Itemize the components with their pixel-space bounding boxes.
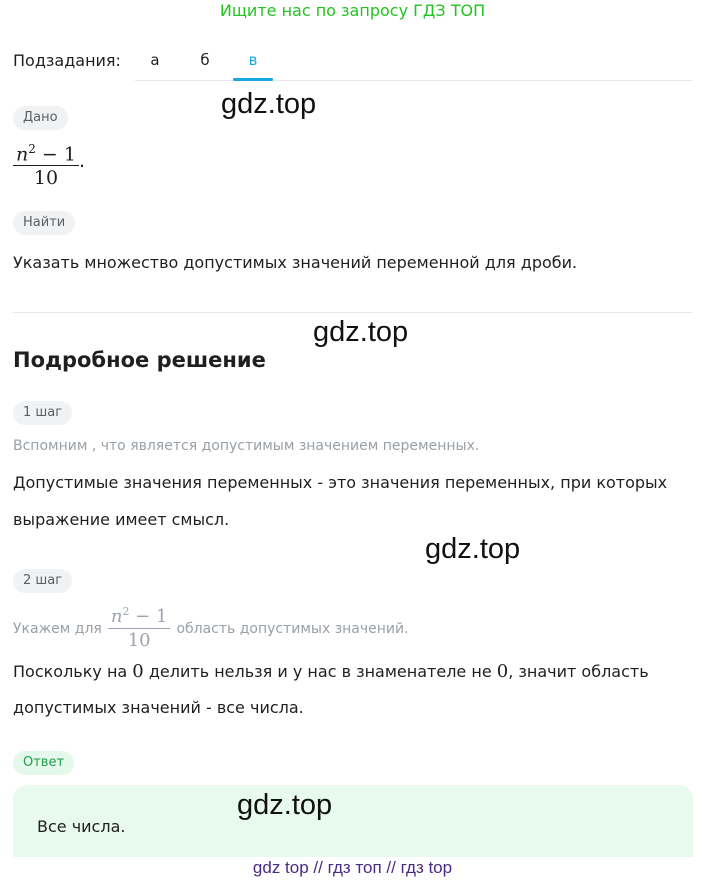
- tabs-divider: [135, 80, 692, 81]
- given-trailing: .: [78, 150, 86, 173]
- step2-line1-c: , значит область: [508, 662, 649, 681]
- find-text: Указать множество допустимых значений переменной для дроби.: [13, 253, 578, 272]
- tab-b[interactable]: б: [200, 51, 210, 69]
- solution-heading: Подробное решение: [13, 348, 266, 372]
- given-numerator-base: n: [16, 143, 29, 166]
- tab-a[interactable]: а: [150, 51, 160, 69]
- given-numerator-rest: − 1: [35, 143, 76, 166]
- active-tab-indicator: [233, 78, 273, 81]
- step2-numerator-base: n: [110, 606, 123, 627]
- step2-numerator-rest: − 1: [129, 606, 168, 627]
- step2-line1-b: делить нельзя и у нас в знаменателе не: [143, 662, 497, 681]
- footer-watermark: gdz top // гдз топ // гдз top: [252, 858, 453, 877]
- watermark-3: gdz.top: [425, 533, 521, 565]
- step2-zero-2: 0: [496, 661, 509, 682]
- step1-badge: 1 шаг: [13, 401, 72, 425]
- given-fraction: [13, 138, 79, 190]
- step1-line2: выражение имеет смысл.: [13, 510, 230, 529]
- given-badge: Дано: [13, 106, 68, 130]
- step2-denominator: 10: [127, 630, 151, 651]
- step2-hint: [13, 601, 409, 653]
- step1-hint: Вспомним , что является допустимым значением переменных.: [13, 438, 480, 454]
- answer-badge: Ответ: [13, 751, 74, 775]
- watermark-1: gdz.top: [221, 88, 317, 120]
- step2-hint-before: Укажем для: [13, 621, 102, 637]
- answer-text: Все числа.: [37, 817, 126, 836]
- watermark-2: gdz.top: [313, 316, 409, 348]
- step2-line1: [13, 661, 649, 682]
- section-divider: [13, 312, 692, 313]
- step2-line2: допустимых значений - все числа.: [13, 698, 304, 717]
- given-numerator-exp: 2: [28, 142, 36, 156]
- step2-zero-1: 0: [132, 661, 144, 682]
- given-expression: [13, 138, 85, 190]
- step1-line1: Допустимые значения переменных - это значения переменных, при которых: [13, 473, 668, 492]
- step2-badge: 2 шаг: [13, 569, 72, 593]
- tab-v[interactable]: в: [248, 51, 258, 69]
- step2-fraction: [108, 601, 171, 653]
- subtasks-label: Подзадания:: [13, 51, 121, 70]
- step2-line1-a: Поскольку на: [13, 662, 133, 681]
- search-hint-banner: Ищите нас по запросу ГДЗ ТОП: [219, 1, 486, 20]
- watermark-4: gdz.top: [237, 789, 333, 821]
- step2-hint-after: область допустимых значений.: [176, 621, 409, 637]
- given-denominator: 10: [33, 167, 59, 190]
- step2-numerator-exp: 2: [122, 605, 130, 618]
- find-badge: Найти: [13, 211, 75, 235]
